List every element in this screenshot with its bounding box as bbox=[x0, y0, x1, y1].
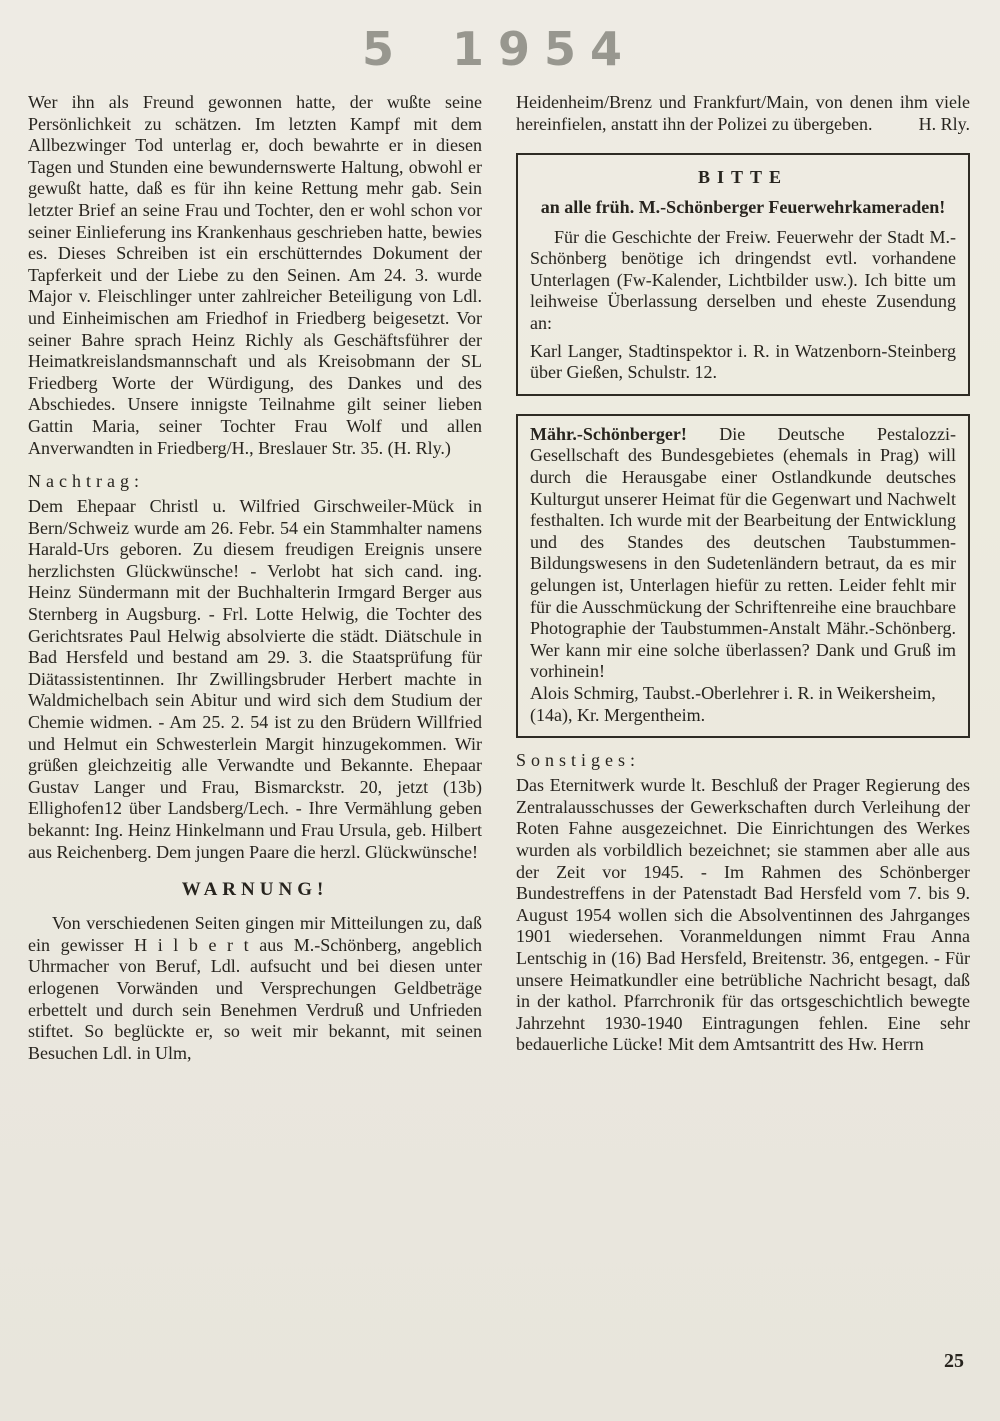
warnung-heading: WARNUNG! bbox=[181, 879, 329, 901]
continuation-paragraph bbox=[516, 92, 970, 135]
bitte-title: BITTE bbox=[697, 167, 789, 188]
nachtrag-heading: Nachtrag: bbox=[28, 471, 144, 492]
pestalozzi-signature: Alois Schmirg, Taubst.-Oberlehrer i. R. in Weikersheim, (14a), Kr. Mergentheim. bbox=[530, 682, 936, 725]
left-column bbox=[28, 92, 482, 1064]
sonstiges-paragraph: Das Eternitwerk wurde lt. Beschluß der Prager Regierung des Zentralausschusses der Gewerkschaften durch Verleihung der Roten Fahne ausgezeichnet. Die Einrichtungen des Werkes wurden als vorbildlich bezeichnet; sie stammen aber alle aus der Zeit vor 1945. - Im Rahmen des Schönberger Bundestreffens in der Patenstadt Bad Hersfeld vom 7. bis 9. August 1954 wollen sich die Absolventinnen des Jahrganges 1901 wiedersehen. Voranmeldungen nimmt Frau Anna Lentschig in (16) Bad Hersfeld, Breitenstr. 36, entgegen. - Für unsere Heimatkundler eine betrübliche Nachricht besagt, daß in der kathol. Pfarrchronik für das ortsgeschichtlich bewegte Jahrzehnt 1930-1940 Eintragungen fehlen. Eine sehr bedauerliche Lücke! Mit dem Amtsantritt des Hw. Herrn bbox=[516, 775, 970, 1055]
warnung-paragraph: Von verschiedenen Seiten gingen mir Mitteilungen zu, daß ein gewisser H i l b e r t aus M.-Schönberg, angeblich Uhrmacher von Beruf, Ldl. aufsucht und bei diesen unter erlogenen Vorwänden und Versprechungen Geldbeträge erbettelt und durch sein Benehmen Verdruß und Unfrieden stiftet. So beglückte er, so weit mir bekannt, mit seinen Besuchen Ldl. in Ulm, bbox=[28, 913, 482, 1063]
bitte-box bbox=[516, 153, 970, 396]
right-column bbox=[516, 92, 970, 1064]
sonstiges-heading: Sonstiges: bbox=[516, 750, 641, 771]
issue-stamp bbox=[28, 22, 970, 88]
pestalozzi-paragraph bbox=[530, 424, 956, 683]
continuation-text: Heidenheim/Brenz und Frankfurt/Main, von denen ihm viele hereinfielen, anstatt ihn der Polizei zu übergeben. bbox=[516, 92, 970, 134]
nachtrag-paragraph: Dem Ehepaar Christl u. Wilfried Girschweiler-Mück in Bern/Schweiz wurde am 26. Febr. 54 ein Stammhalter namens Harald-Urs geboren. Zu diesem freudigen Ereignis unsere herzlichsten Glückwünsche! - Verlobt hat sich cand. ing. Heinz Sündermann mit der Buchhalterin Irmgard Berger aus Sternberg in Augsburg. - Frl. Lotte Helwig, die Tochter des Gerichtsrates Paul Helwig absolvierte die städt. Diätschule in Bad Hersfeld und bestand am 29. 3. die Staatsprüfung für Diätassistentinnen. Ihr Zwillingsbruder Herbert machte in Waldmichelbach sein Abitur und wird sich dem Studium der Chemie widmen. - Am 25. 2. 54 ist zu den Brüdern Willfried und Helmut ein Schwesterlein Margit hinzugekommen. Wir grüßen gleichzeitig alle Verwandte und Bekannte. Ehepaar Gustav Langer und Frau, Bismarckstr. 20, jetzt (13b) Ellighofen12 über Landsberg/Lech. - Ihre Vermählung geben bekannt: Ing. Heinz Hinkelmann und Frau Ursula, geb. Hilbert aus Reichenberg. Dem jungen Paare die herzl. Glückwünsche! bbox=[28, 496, 482, 862]
bitte-contact: Karl Langer, Stadtinspektor i. R. in Watzenborn-Steinberg über Gießen, Schulstr. 12. bbox=[530, 340, 956, 383]
continuation-signature: H. Rly. bbox=[918, 113, 970, 134]
pestalozzi-text: Die Deutsche Pestalozzi-Gesellschaft des Bundesgebietes (ehemals in Prag) will durch die Herausgabe einer Ostlandkunde deutsches Kulturgut unserer Heimat für die Gegenwart und Nachwelt festhalten. Ich wurde mit der Bearbeitung der Entwicklung und des Standes des deutschen Taubstummen-Bildungswesens in den Sudetenländern betraut, da es mir gelungen ist, Unterlagen hiefür zu retten. Leider fehlt mir für die Ausschmückung der Schriftenreihe eine brauchbare Photographie der Taubstummen-Anstalt Mähr.-Schönberg. Wer kann mir eine solche überlassen? Dank und Gruß im vorhinein! bbox=[530, 423, 956, 682]
pestalozzi-box bbox=[516, 414, 970, 738]
issue-year: 1954 bbox=[451, 22, 637, 76]
page-number: 25 bbox=[944, 1350, 964, 1372]
bitte-subtitle: an alle früh. M.-Schönberger Feuerwehrkameraden! bbox=[540, 197, 946, 218]
pestalozzi-lead: Mähr.-Schönberger! bbox=[530, 423, 687, 444]
two-column-layout bbox=[28, 92, 970, 1064]
issue-number: 5 bbox=[361, 22, 394, 76]
obituary-paragraph: Wer ihn als Freund gewonnen hatte, der wußte seine Persönlichkeit zu schätzen. Im letzten Kampf mit dem Allbezwinger Tod unterlag er, doch bewahrte er in diesen Tagen und Stunden eine bewundernswerte Haltung, obwohl er gewußt hatte, daß es für ihn keine Rettung mehr gab. Sein letzter Brief an seine Frau und Tochter, den er wohl schon vor seiner Einlieferung ins Krankenhaus geschrieben hatte, bewies es. Dieses Schreiben ist ein erschütterndes Dokument der Tapferkeit und der Liebe zu den Seinen. Am 24. 3. wurde Major v. Fleischlinger unter zahlreicher Beteiligung von Ldl. und Einheimischen am Friedhof in Friedberg beigesetzt. Vor seiner Bahre sprach Heinz Richly als Geschäftsführer der Heimatkreislandsmannschaft und als Kreisobmann der SL Friedberg Worte der Würdigung, des Dankes und des Abschiedes. Unsere innigste Teilnahme gilt seiner lieben Gattin Maria, seiner Tochter Frau Wolf und allen Anverwandten in Friedberg/H., Breslauer Str. 35. (H. Rly.) bbox=[28, 92, 482, 458]
bitte-body: Für die Geschichte der Freiw. Feuerwehr der Stadt M.-Schönberg benötige ich dringendst evtl. vorhandene Unterlagen (Fw-Kalender, Lichtbilder usw.). Ich bitte um leihweise Überlassung derselben und eheste Zusendung an: bbox=[530, 226, 956, 334]
